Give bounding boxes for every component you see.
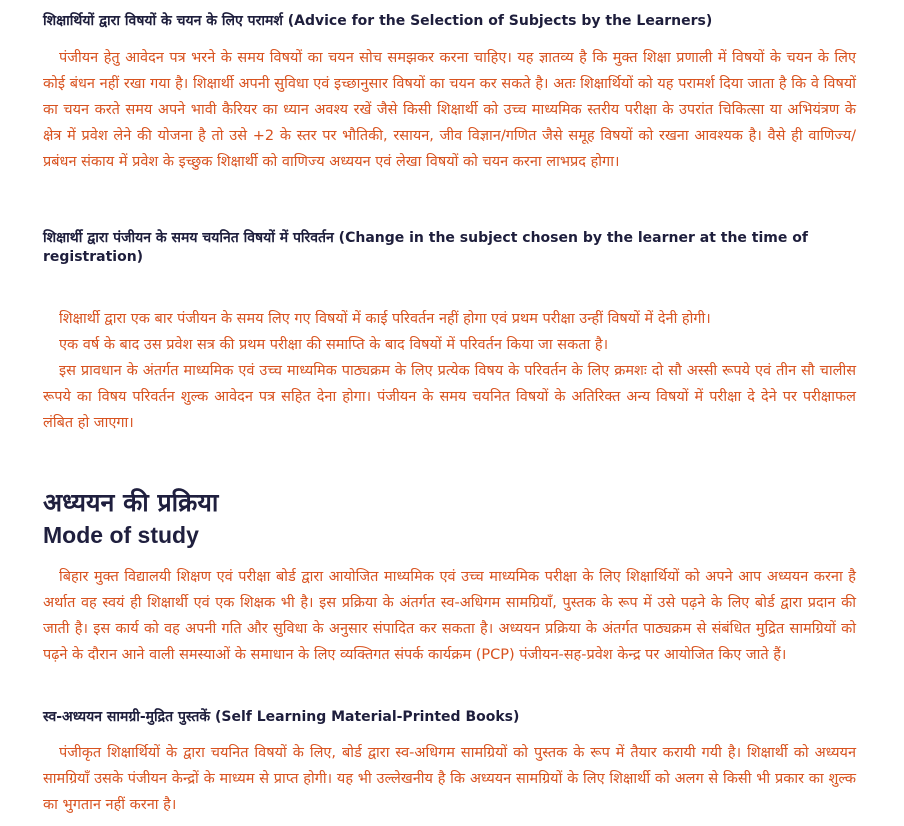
- mode-of-study-heading-english: Mode of study: [43, 522, 199, 548]
- change-paragraph-1: शिक्षार्थी द्वारा एक बार पंजीयन के समय लिए गए विषयों में काई परिवर्तन नहीं होगा एवं प्रथम परीक्षा उन्हीं विषयों में देनी होगी।: [59, 311, 711, 327]
- advice-paragraph: पंजीयन हेतु आवेदन पत्र भरने के समय विषयों का चयन सोच समझकर करना चाहिए। यह ज्ञातव्य है कि मुक्त शिक्षा प्रणाली में विषयों के चयन के लिए कोई बंधन नहीं रखा गया है। शिक्षार्थी अपनी सुविधा एवं इच्छानुसार विषयों का चयन कर सकते है। अतः शिक्षार्थियों को यह परामर्श दिया जाता है कि वे विषयों का चयन करते समय अपने भावी कैरियर का ध्यान अवश्य रखें जैसे किसी शिक्षार्थी को उच्च माध्यमिक स्तरीय परीक्षा के उपरांत चिकित्सा या अभियंत्रण के क्षेत्र में प्रवेश लेने की योजना है तो उसे +2 के स्तर पर भौतिकी, रसायन, जीव विज्ञान/गणित जैसे समूह विषयों को रखना आवश्यक है। वैसे ही वाणिज्य/प्रबंधन संकाय में प्रवेश के इच्छुक शिक्षार्थी को वाणिज्य अध्ययन एवं लेखा विषयों को चयन करना लाभप्रद होगा।: [43, 50, 856, 170]
- mode-of-study-heading-hindi: अध्ययन की प्रक्रिया: [43, 488, 219, 517]
- change-paragraph-2: एक वर्ष के बाद उस प्रवेश सत्र की प्रथम परीक्षा की समाप्ति के बाद विषयों में परिवर्तन किया जा सकता है।: [59, 337, 609, 353]
- mode-of-study-paragraph: बिहार मुक्त विद्यालयी शिक्षण एवं परीक्षा बोर्ड द्वारा आयोजित माध्यमिक एवं उच्च माध्यमिक परीक्षा के लिए शिक्षार्थियों को अपने आप अध्ययन करना है अर्थात वह स्वयं ही शिक्षार्थी एवं एक शिक्षक भी है। इस प्रक्रिया के अंतर्गत स्व-अधिगम सामग्रियाँ, पुस्तक के रूप में उसे पढ़ने के लिए बोर्ड द्वारा प्रदान की जाती है। इस कार्य को वह अपनी गति और सुविधा के अनुसार संपादित कर सकता है। अध्ययन प्रक्रिया के अंतर्गत पाठ्यक्रम से संबंधित मुद्रित सामग्रियों को पढ़ने के दौरान आने वाली समस्याओं के समाधान के लिए व्यक्तिगत संपर्क कार्यक्रम (PCP) पंजीयन-सह-प्रवेश केन्द्र पर आयोजित किए जाते हैं।: [43, 569, 856, 663]
- slm-section-title: स्व-अध्ययन सामग्री-मुद्रित पुस्तकें (Self Learning Material-Printed Books): [43, 709, 520, 725]
- advice-section-title: शिक्षार्थियों द्वारा विषयों के चयन के लिए परामर्श (Advice for the Selection of Subjects by the Learners): [43, 13, 713, 29]
- slm-paragraph: पंजीकृत शिक्षार्थियों के द्वारा चयनित विषयों के लिए, बोर्ड द्वारा स्व-अधिगम सामग्रियों को पुस्तक के रूप में तैयार करायी गयी है। शिक्षार्थी को अध्ययन सामग्रियाँ उसके पंजीयन केन्द्रों के माध्यम से प्राप्त होगी। यह भी उल्लेखनीय है कि अध्ययन सामग्रियों के लिए शिक्षार्थी को अलग से किसी भी प्रकार का शुल्क का भुगतान नहीं करना है।: [43, 745, 856, 813]
- change-paragraph-3: इस प्रावधान के अंतर्गत माध्यमिक एवं उच्च माध्यमिक पाठ्यक्रम के लिए प्रत्येक विषय के परिवर्तन के लिए क्रमशः दो सौ अस्सी रूपये एवं तीन सौ चालीस रूपये का विषय परिवर्तन शुल्क आवेदन पत्र सहित देना होगा। पंजीयन के समय चयनित विषयों के अतिरिक्त अन्य विषयों में परीक्षा दे देने पर परीक्षाफल लंबित हो जाएगा।: [43, 363, 856, 431]
- change-section-title: शिक्षार्थी द्वारा पंजीयन के समय चयनित विषयों में परिवर्तन (Change in the subject chosen by the learner at the time of registration): [43, 230, 808, 265]
